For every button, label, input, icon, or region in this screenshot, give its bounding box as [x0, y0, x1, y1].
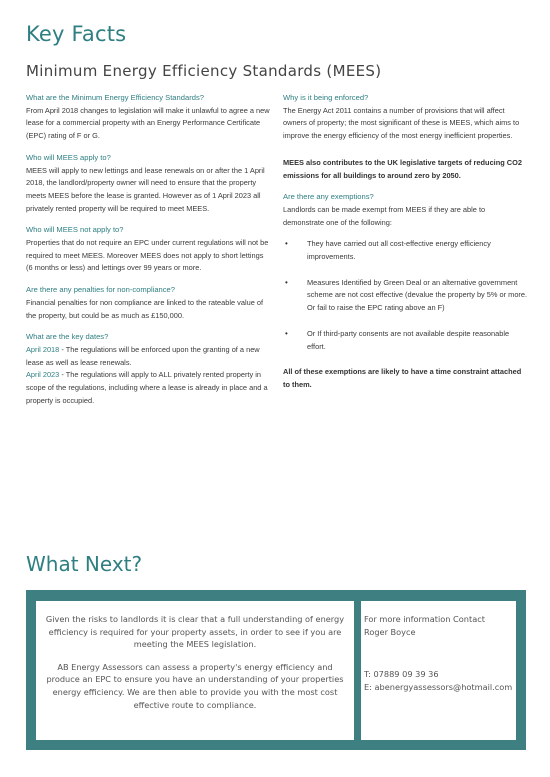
question-who-applies: Who will MEES apply to?: [26, 152, 111, 162]
answer-why-enforced: The Energy Act 2011 contains a number of provisions that will affect owners of property; the most significant of these is MEES, which aims to improve the energy efficiency of the most energy inefficient properties.: [283, 105, 520, 141]
answer-co2-targets: MEES also contributes to the UK legislative targets of reducing CO2 emissions for all buildings to around zero by 2050.: [283, 157, 523, 180]
key-date-2018: [26, 344, 271, 369]
page-title: Key Facts: [26, 22, 127, 46]
key-date-2023-label: April 2023: [26, 370, 60, 380]
contact-email: E: abenergyassessors@hotmail.com: [364, 681, 513, 692]
what-next-info-box: [36, 601, 354, 740]
question-key-dates: What are the key dates?: [26, 332, 109, 342]
contact-box: [361, 601, 516, 740]
contact-intro: For more information Contact: [364, 614, 485, 624]
question-what-are-mees: What are the Minimum Energy Efficiency Standards?: [26, 93, 204, 102]
answer-penalties: Financial penalties for non compliance are linked to the rateable value of the property, but could be as much as £150,000.: [26, 297, 264, 320]
page-subtitle: Minimum Energy Efficiency Standards (MEES): [26, 62, 382, 80]
what-next-heading: What Next?: [26, 552, 143, 576]
what-next-paragraph-1: Given the risks to landlords it is clear that a full understanding of energy efficiency is required for your property assets, in order to see if you are meeting the MEES legislation.: [45, 614, 345, 650]
exemption-item: • Or If third-party consents are not available despite reasonable effort.: [307, 328, 528, 353]
right-column: [283, 92, 528, 401]
contact-phone: T: 07889 09 39 36: [364, 669, 439, 680]
question-penalties: Are there any penalties for non-compliance?: [26, 285, 176, 295]
answer-who-applies: MEES will apply to new lettings and lease renewals on or after the 1 April 2018, the landlord/property owner will need to ensure that the property meets MEES before the lease is granted. However as of 1 April 2023 all privately rented property will be required to meet MEES.: [26, 165, 265, 213]
left-column: [26, 92, 271, 416]
exemption-item: • Measures Identified by Green Deal or an alternative government scheme are not cost effective (devalue the property by 5% or more. Or fail to raise the EPC rating above an F): [307, 277, 528, 315]
contact-name: Roger Boyce: [364, 626, 416, 637]
key-date-2023: [26, 369, 271, 407]
exemptions-closing: All of these exemptions are likely to have a time constraint attached to them.: [283, 367, 522, 389]
answer-who-not-applies: Properties that do not require an EPC under current regulations will not be required to meet MEES. Moreover MEES does not apply to short lettings (6 months or less) and lettings over 99 years or more.: [26, 238, 269, 273]
answer-what-are-mees: From April 2018 changes to legislation will make it unlawful to agree a new lease for a commercial property with an Energy Performance Certificate (EPC) rating of F or G.: [26, 105, 270, 141]
key-date-2018-text: - The regulations will be enforced upon the granting of a new lease as well as lease renewals.: [26, 344, 260, 367]
what-next-paragraph-2: AB Energy Assessors can assess a property's energy efficiency and produce an EPC to ensure you have an understanding of your properties energy efficiency. We are then able to provide you with the most cost effective route to compliance.: [46, 661, 344, 710]
key-date-2023-text: - The regulations will apply to ALL privately rented property in scope of the regulations, including where a lease is already in place and a property is occupied.: [26, 370, 268, 405]
exemption-item: • They have carried out all cost-effective energy efficiency improvements.: [307, 238, 528, 263]
question-exemptions: Are there any exemptions?: [283, 192, 374, 202]
question-who-not-applies: Who will MEES not apply to?: [26, 225, 124, 235]
answer-exemptions: Landlords can be made exempt from MEES if they are able to demonstrate one of the following:: [283, 204, 486, 227]
key-date-2018-label: April 2018: [26, 344, 60, 354]
exemptions-list: [283, 238, 528, 353]
question-why-enforced: Why is it being enforced?: [283, 93, 369, 102]
